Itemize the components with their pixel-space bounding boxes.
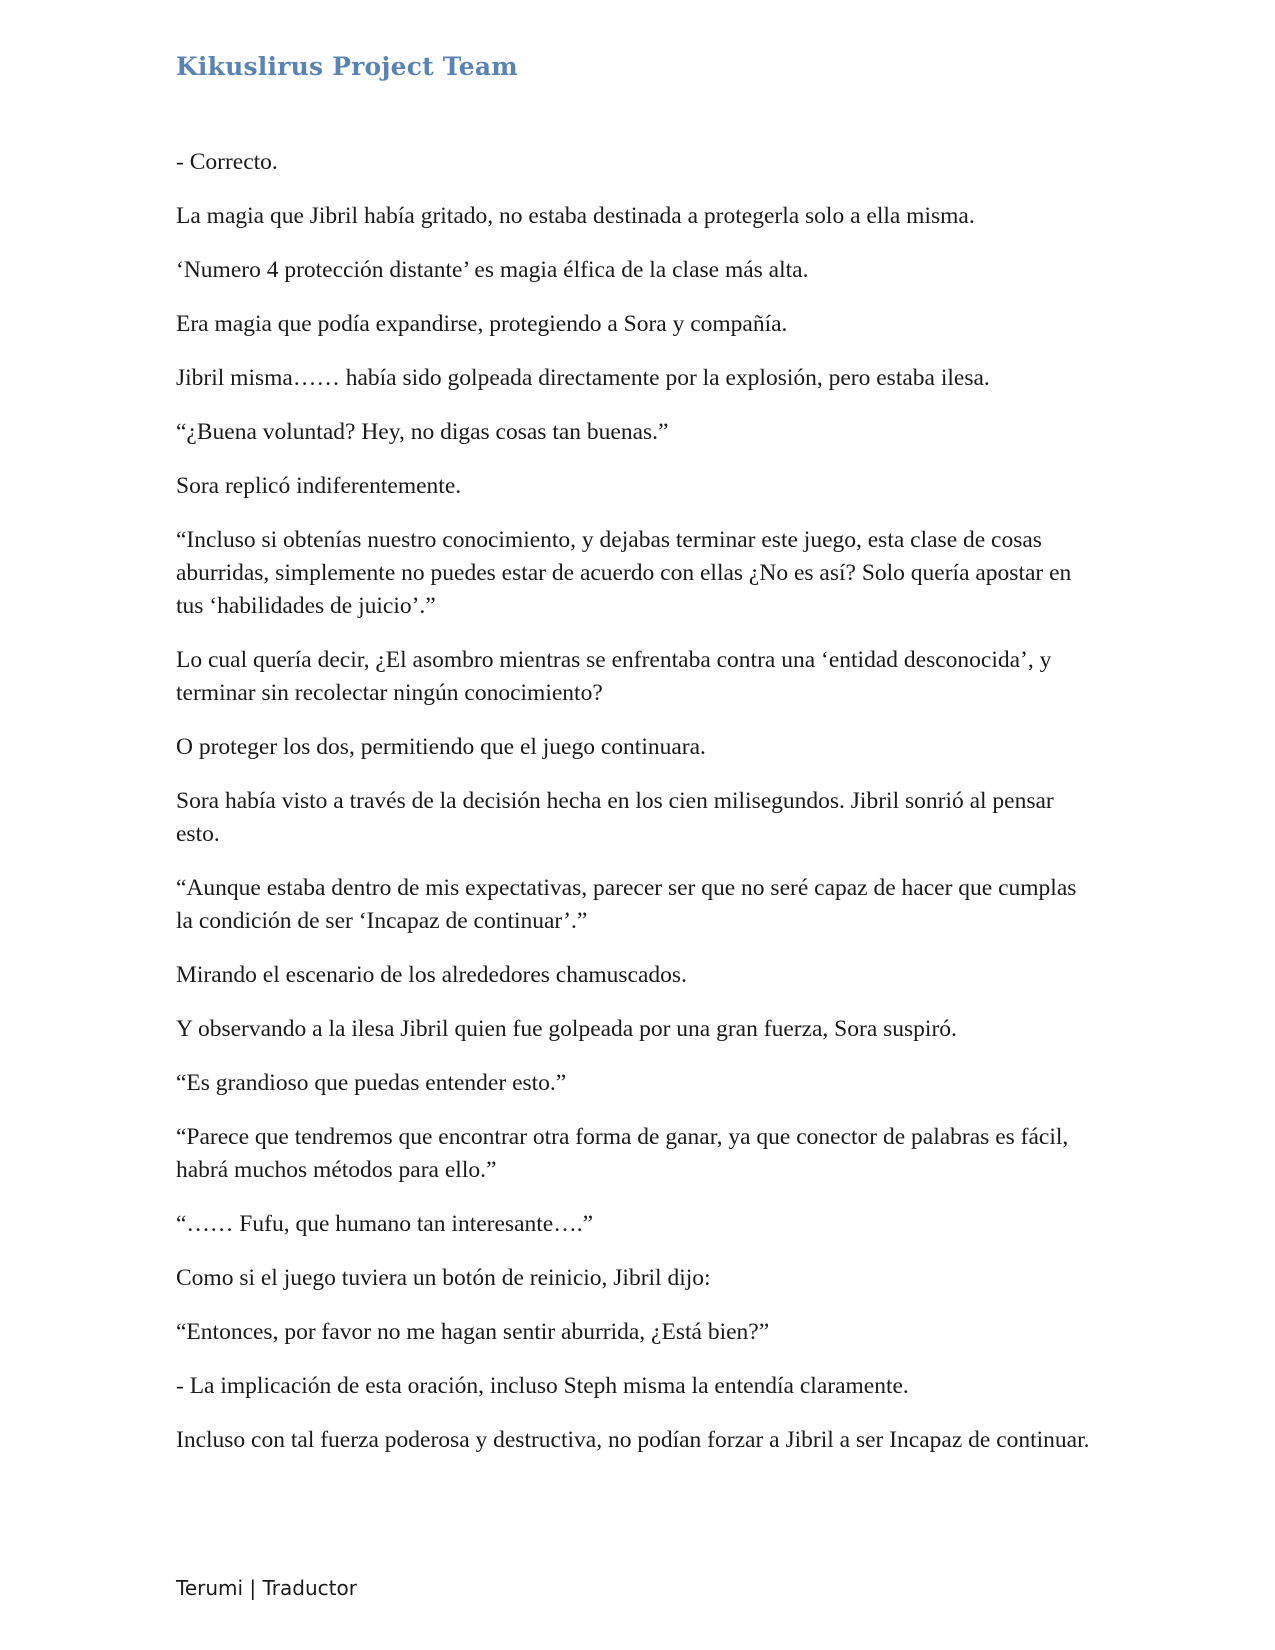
paragraph: Incluso con tal fuerza poderosa y destructiva, no podían forzar a Jibril a ser Incapaz de continuar. (176, 1427, 1090, 1453)
paragraph: La magia que Jibril había gritado, no estaba destinada a protegerla solo a ella misma. (176, 203, 975, 229)
paragraph: O proteger los dos, permitiendo que el juego continuara. (176, 734, 706, 760)
paragraph: Y observando a la ilesa Jibril quien fue golpeada por una gran fuerza, Sora suspiró. (176, 1016, 957, 1042)
paragraph: “…… Fufu, que humano tan interesante….” (176, 1211, 594, 1237)
paragraph: “¿Buena voluntad? Hey, no digas cosas tan buenas.” (176, 419, 669, 445)
paragraph: “Aunque estaba dentro de mis expectativas, parecer ser que no seré capaz de hacer que cumplas la condición de ser ‘Incapaz de continuar’.” (176, 875, 1077, 934)
paragraph: “Entonces, por favor no me hagan sentir aburrida, ¿Está bien?” (176, 1319, 770, 1345)
paragraph: Como si el juego tuviera un botón de reinicio, Jibril dijo: (176, 1265, 711, 1291)
paragraph: - Correcto. (176, 149, 278, 175)
body-text (176, 146, 1096, 1478)
paragraph: Era magia que podía expandirse, protegiendo a Sora y compañía. (176, 311, 788, 337)
paragraph: “Es grandioso que puedas entender esto.” (176, 1070, 567, 1096)
paragraph: Sora replicó indiferentemente. (176, 473, 462, 499)
paragraph: ‘Numero 4 protección distante’ es magia élfica de la clase más alta. (176, 257, 809, 283)
paragraph: Lo cual quería decir, ¿El asombro mientras se enfrentaba contra una ‘entidad desconocida’, y terminar sin recolectar ningún conocimiento? (176, 647, 1052, 706)
header-title: Kikuslirus Project Team (176, 52, 518, 81)
paragraph: “Incluso si obtenías nuestro conocimiento, y dejabas terminar este juego, esta clase de cosas aburridas, simplemente no puedes estar de acuerdo con ellas ¿No es así? Solo quería apostar en tus ‘habilidades de juicio’.” (176, 527, 1072, 619)
paragraph: Sora había visto a través de la decisión hecha en los cien milisegundos. Jibril sonrió al pensar esto. (176, 788, 1054, 847)
paragraph: “Parece que tendremos que encontrar otra forma de ganar, ya que conector de palabras es fácil, habrá muchos métodos para ello.” (176, 1124, 1069, 1183)
paragraph: - La implicación de esta oración, incluso Steph misma la entendía claramente. (176, 1373, 909, 1399)
footer-credit: Terumi | Traductor (176, 1576, 357, 1600)
paragraph: Jibril misma…… había sido golpeada directamente por la explosión, pero estaba ilesa. (176, 365, 990, 391)
paragraph: Mirando el escenario de los alrededores chamuscados. (176, 962, 687, 988)
